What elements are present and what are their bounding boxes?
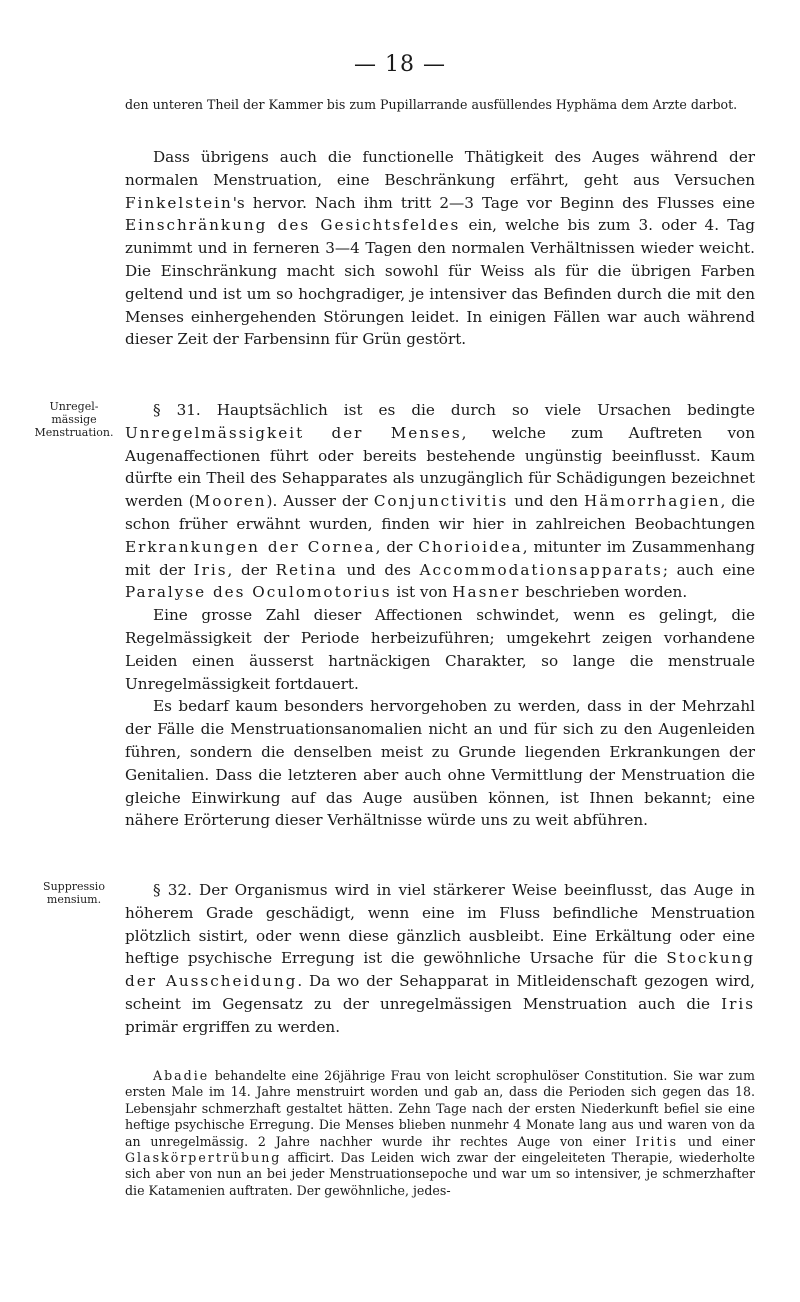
page-number: — 18 — bbox=[354, 52, 446, 77]
paragraph-5-text: § 32. Der Organismus wird in viel stärkerer Weise beeinflusst, das Auge in höherem Grade geschädigt, wenn eine im Fluss befindliche Menstruation plötzlich sistirt, oder wenn diese gänzlich ausbleibt. Eine Erkältung oder eine heftige psychische Erregung ist die gewöhnliche Ursache für die Stockung der Ausscheidung. Da wo der Sehapparat in Mitleidenschaft gezogen wird, scheint im Gegensatz zu der unregelmässigen Menstruation auch die Iris primär ergriffen zu werden. bbox=[125, 881, 755, 1036]
margin-note-suppressio-mensium: Suppressio mensium. bbox=[43, 880, 105, 906]
section-32 bbox=[125, 879, 755, 1039]
top-fragment bbox=[125, 97, 755, 113]
author-name: Abadie bbox=[153, 1068, 210, 1083]
paragraph-4-text: Es bedarf kaum besonders hervorgehoben zu werden, dass in der Mehrzahl der Fälle die Menstruationsanomalien nicht an und für sich zu den Augenleiden führen, sondern die denselben meist zu Grunde liegenden Erkrankungen der Genitalien. Dass die letzteren aber auch ohne Vermittlung der Menstruation die gleiche Einwirkung auf das Auge ausüben können, ist Ihnen bekannt; eine nähere Erörterung dieser Verhältnisse würde uns zu weit abführen. bbox=[125, 697, 755, 830]
author-name: Finkelstein bbox=[125, 193, 233, 212]
paragraph-3-text: Eine grosse Zahl dieser Affectionen schwindet, wenn es gelingt, die Regelmässigkeit der Periode herbeizuführen; umgekehrt zeigen vorhandene Leiden einen äusserst hartnäckigen Charakter, so lange die menstruale Unregelmässigkeit fortdauert. bbox=[125, 606, 755, 693]
top-fragment-text: den unteren Theil der Kammer bis zum Pupillarrande ausfüllendes Hyphäma dem Arzte darbot. bbox=[125, 97, 738, 112]
emphasis-term: Einschränkung des Gesichtsfeldes bbox=[125, 216, 461, 235]
paragraph-2-text: § 31. Hauptsächlich ist es die durch so viele Ursachen bedingte Unregelmässigkeit der Menses, welche zum Auftreten von Augenaffectionen führt oder bereits bestehende ungünstig beeinflusst. Kaum dürfte ein Theil des Sehapparates als unzugänglich für Schädigungen bezeichnet werden (Mooren). Ausser der Conjunctivitis und den Hämorrhagien, die schon früher erwähnt wurden, finden wir hier in zahlreichen Beobachtungen Erkrankungen der Cornea, der Chorioidea, mitunter im Zusammenhang mit der Iris, der Retina und des Accommodationsapparats; auch eine Paralyse des Oculomotorius ist von Hasner beschrieben worden. bbox=[125, 401, 755, 602]
case-report bbox=[125, 1068, 755, 1199]
section-31 bbox=[125, 399, 755, 832]
paragraph-1 bbox=[125, 146, 755, 351]
margin-note-unregelmaessige-menstruation: Unregel- mässige Menstruation. bbox=[34, 400, 114, 439]
paragraph-1-text: Dass übrigens auch die functionelle Thätigkeit des Auges während der normalen Menstruation, eine Beschränkung erfährt, geht aus Versuchen Finkelstein's hervor. Nach ihm tritt 2—3 Tage vor Beginn des Flusses eine Einschränkung des Gesichtsfeldes ein, welche bis zum 3. oder 4. Tag zunimmt und in ferneren 3—4 Tagen den normalen Verhältnissen wieder weicht. Die Einschränkung macht sich sowohl für Weiss als für die übrigen Farben geltend und ist um so hochgradiger, je intensiver das Befinden durch die mit den Menses einhergehenden Störungen leidet. In einigen Fällen war auch während dieser Zeit der Farbensinn für Grün gestört. bbox=[125, 148, 755, 349]
case-report-text: Abadie behandelte eine 26jährige Frau von leicht scrophulöser Constitution. Sie war zum ersten Male im 14. Jahre menstruirt worden und gab an, dass die Perioden sich gegen das 18. Lebensjahr schmerzhaft gestaltet hätten. Zehn Tage nach der ersten Niederkunft befiel sie eine heftige psychische Erregung. Die Menses blieben nunmehr 4 Monate lang aus und waren von da an unregelmässig. 2 Jahre nachher wurde ihr rechtes Auge von einer Iritis und einer Glaskörpertrübung afficirt. Das Leiden wich zwar der eingeleiteten Therapie, wiederholte sich aber von nun an bei jeder Menstruationsepoche und war um so intensiver, je schmerzhafter die Katamenien auftraten. Der gewöhnliche, jedes- bbox=[125, 1068, 755, 1198]
